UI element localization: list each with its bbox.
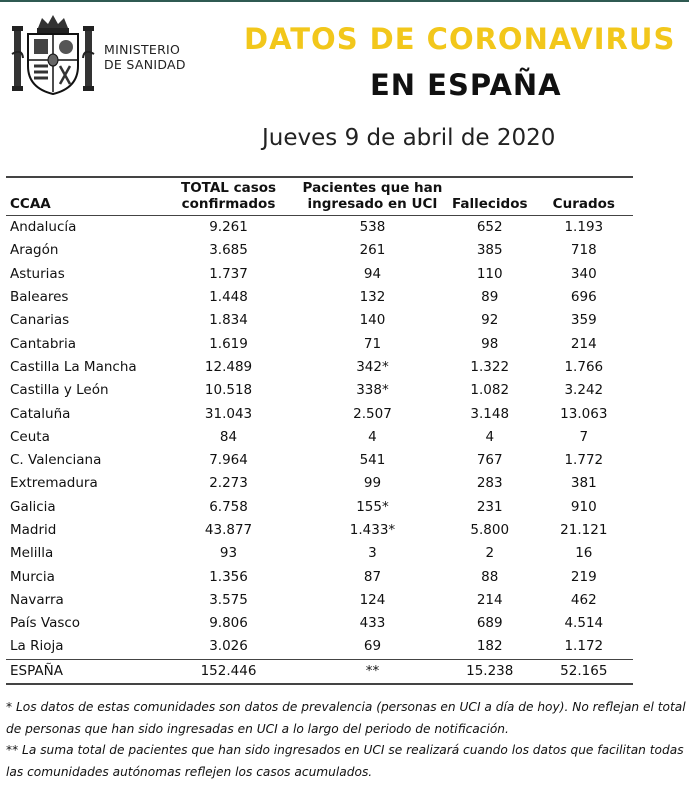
cell-total-cases: 3.575 [209, 591, 248, 608]
header-ccaa: CCAA [10, 196, 51, 212]
cell-curados: 359 [570, 312, 597, 329]
cell-curados: 718 [570, 242, 597, 259]
cell-curados: 7 [579, 428, 589, 445]
ministry-line-2: DE SANIDAD [104, 57, 186, 72]
table-row [6, 496, 633, 519]
cell-fallecidos: 3.148 [470, 405, 510, 422]
cell-ccaa: Asturias [10, 265, 65, 282]
cell-curados: 1.172 [564, 638, 604, 655]
table-row [6, 379, 633, 402]
cell-curados: 16 [575, 545, 593, 562]
cell-total-cases: 3.026 [209, 638, 248, 655]
cell-fallecidos: 5.800 [470, 522, 510, 538]
cell-uci: 538 [359, 219, 386, 236]
cell-uci: 69 [363, 638, 382, 655]
page-subtitle: EN ESPAÑA [370, 68, 562, 102]
cell-uci: 2.507 [353, 405, 392, 422]
cell-ccaa: País Vasco [10, 615, 81, 632]
cell-ccaa: La Rioja [10, 638, 64, 655]
header-uci-line-2: ingresado en UCI [307, 196, 438, 212]
cell-ccaa: Murcia [10, 568, 55, 585]
cell-fallecidos: 385 [476, 242, 503, 259]
cell-total-cases: 10.518 [204, 382, 253, 399]
cell-uci: 3 [368, 545, 377, 562]
cell-total-cases: 1.356 [209, 568, 248, 585]
cell-curados: 462 [570, 591, 597, 608]
page-title: DATOS DE CORONAVIRUS [244, 22, 676, 56]
cell-uci: 541 [359, 452, 386, 469]
cell-uci: 433 [359, 615, 386, 632]
cell-fallecidos: 98 [481, 335, 499, 352]
footnote-1: * Los datos de estas comunidades son datos de prevalencia (personas en UCI a día de hoy). No reflejan el total de personas que han sido ingresadas en UCI a lo largo del periodo de notificación. [6, 700, 686, 736]
table-row [6, 635, 633, 659]
cell-ccaa: Ceuta [10, 428, 50, 445]
cell-total-cases: 3.685 [209, 242, 248, 259]
cell-fallecidos: 1.322 [470, 358, 510, 375]
cell-ccaa: Canarias [10, 312, 70, 329]
cell-curados: 219 [570, 568, 597, 585]
cell-ccaa: Cantabria [10, 335, 76, 352]
table-row [6, 589, 633, 612]
cell-fallecidos: 2 [485, 545, 495, 562]
total-ccaa: ESPAÑA [10, 662, 63, 679]
cell-uci: 132 [359, 289, 386, 306]
cell-fallecidos: 652 [476, 219, 503, 236]
cell-curados: 340 [570, 265, 597, 282]
cell-fallecidos: 283 [476, 475, 503, 492]
header-curados: Curados [552, 196, 615, 212]
cell-total-cases: 6.758 [209, 498, 248, 515]
header-total-line-1: TOTAL casos [180, 180, 277, 196]
table-row [6, 309, 633, 332]
cell-fallecidos: 214 [476, 591, 503, 608]
cell-uci: 342* [356, 358, 389, 375]
covid-data-table [6, 176, 633, 685]
cell-curados: 13.063 [560, 405, 608, 422]
table-row [6, 519, 633, 542]
footnote-2: ** La suma total de pacientes que han sido ingresados en UCI se realizará cuando los datos que facilitan todas las comunidades autónomas reflejen los casos acumulados. [6, 743, 684, 779]
cell-fallecidos: 89 [481, 289, 499, 306]
cell-curados: 214 [570, 335, 597, 352]
header-uci-line-1: Pacientes que han [302, 180, 443, 196]
cell-curados: 21.121 [560, 522, 608, 538]
cell-fallecidos: 767 [476, 452, 503, 469]
cell-fallecidos: 182 [476, 638, 503, 655]
cell-curados: 4.514 [564, 615, 604, 632]
cell-uci: 155* [356, 498, 389, 515]
cell-curados: 1.772 [564, 452, 604, 469]
cell-ccaa: Navarra [10, 591, 64, 608]
cell-uci: 261 [359, 242, 386, 259]
cell-fallecidos: 110 [476, 265, 503, 282]
cell-ccaa: Madrid [10, 522, 57, 538]
cell-fallecidos: 689 [476, 615, 503, 632]
cell-uci: 140 [359, 312, 386, 329]
cell-ccaa: Galicia [10, 498, 56, 515]
table-row [6, 239, 633, 262]
table-row [6, 472, 633, 495]
cell-curados: 910 [570, 498, 597, 515]
cell-total-cases: 84 [219, 428, 238, 445]
cell-uci: 338* [356, 382, 389, 399]
cell-total-cases: 7.964 [209, 452, 248, 469]
cell-ccaa: Aragón [10, 242, 59, 259]
cell-ccaa: Castilla La Mancha [10, 358, 137, 375]
cell-uci: 94 [363, 265, 382, 282]
total-row [6, 659, 633, 684]
cell-ccaa: Melilla [10, 545, 54, 562]
cell-uci: 99 [363, 475, 382, 492]
cell-total-cases: 43.877 [204, 522, 253, 538]
cell-ccaa: Andalucía [10, 219, 77, 236]
cell-uci: 87 [363, 568, 382, 585]
cell-ccaa: Castilla y León [10, 382, 109, 399]
cell-total-cases: 1.448 [209, 289, 248, 306]
table-row [6, 216, 633, 240]
cell-total-cases: 1.619 [209, 335, 248, 352]
cell-total-cases: 1.737 [209, 265, 248, 282]
table-row [6, 332, 633, 355]
cell-ccaa: Cataluña [10, 405, 71, 422]
header-total-line-2: confirmados [181, 196, 276, 212]
ministry-line-1: MINISTERIO [104, 42, 181, 57]
footnotes [6, 697, 686, 783]
report-date: Jueves 9 de abril de 2020 [262, 125, 556, 151]
cell-curados: 3.242 [564, 382, 604, 399]
table-row [6, 565, 633, 588]
cell-total-cases: 31.043 [204, 405, 253, 422]
cell-fallecidos: 92 [481, 312, 499, 329]
cell-total-cases: 12.489 [204, 358, 253, 375]
cell-curados: 1.193 [564, 219, 604, 236]
cell-curados: 696 [570, 289, 597, 306]
table-row [6, 402, 633, 425]
cell-total-cases: 9.806 [209, 615, 248, 632]
cell-uci: 1.433* [349, 522, 396, 538]
table-row [6, 263, 633, 286]
table-row [6, 286, 633, 309]
ministry-name [104, 42, 186, 72]
cell-ccaa: C. Valenciana [10, 452, 102, 469]
cell-uci: 124 [359, 591, 386, 608]
cell-ccaa: Extremadura [10, 475, 98, 492]
cell-fallecidos: 88 [481, 568, 499, 585]
header-fallecidos: Fallecidos [451, 196, 528, 212]
table-header-row [6, 177, 633, 216]
cell-fallecidos: 4 [485, 428, 495, 445]
total-uci: ** [365, 662, 380, 679]
cell-uci: 4 [368, 428, 377, 445]
cell-curados: 1.766 [564, 358, 604, 375]
total-fallecidos: 15.238 [466, 662, 514, 679]
table-body [6, 216, 633, 660]
cell-total-cases: 2.273 [209, 475, 248, 492]
table-row [6, 449, 633, 472]
total-curados: 52.165 [560, 662, 608, 679]
cell-total-cases: 93 [219, 545, 238, 562]
cell-ccaa: Baleares [10, 289, 69, 306]
table-row [6, 612, 633, 635]
table-row [6, 426, 633, 449]
cell-total-cases: 9.261 [209, 219, 248, 236]
cell-fallecidos: 1.082 [470, 382, 510, 399]
table-row [6, 542, 633, 565]
top-border-line [0, 0, 689, 2]
cell-uci: 71 [363, 335, 382, 352]
table-row [6, 356, 633, 379]
header-total-cases [157, 177, 300, 216]
cell-curados: 381 [570, 475, 597, 492]
cell-total-cases: 1.834 [209, 312, 248, 329]
cell-fallecidos: 231 [476, 498, 503, 515]
total-cases: 152.446 [200, 662, 257, 679]
coat-of-arms-icon [10, 14, 96, 98]
header-uci [300, 177, 445, 216]
